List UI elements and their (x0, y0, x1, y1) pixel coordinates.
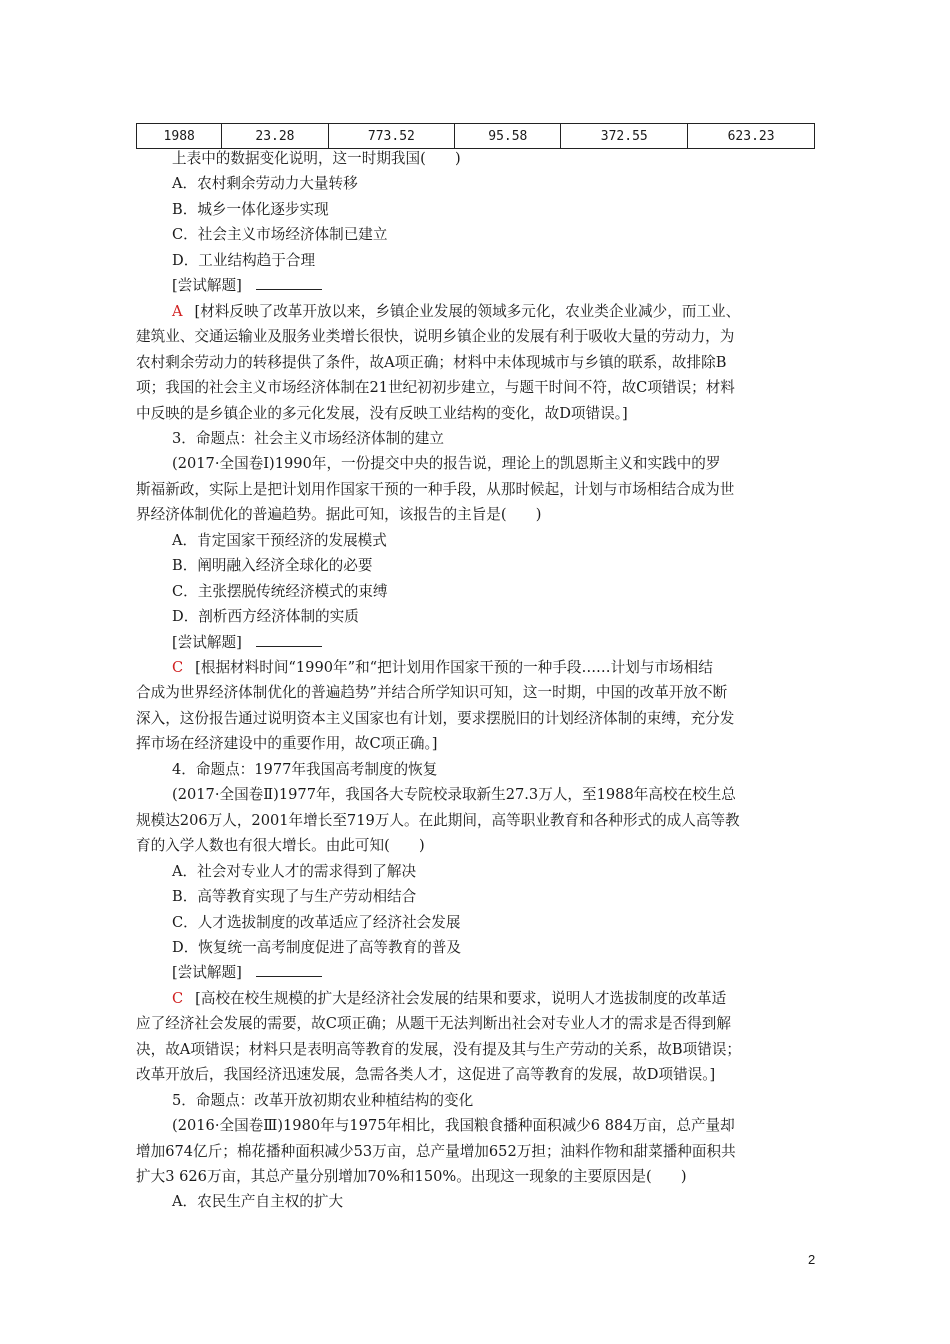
text-line (136, 502, 816, 528)
answer-line (172, 655, 816, 681)
table-cell: 773.52 (328, 124, 455, 149)
line-text: [尝试解题] (172, 633, 242, 651)
line-text: A．农民生产自主权的扩大 (172, 1193, 344, 1211)
line-text: 改革开放后，我国经济迅速发展，急需各类人才，这促进了高等教育的发展，故D项错误。] (136, 1066, 716, 1084)
text-line (136, 1164, 816, 1190)
text-line (172, 910, 816, 936)
text-line (172, 782, 816, 808)
line-text: 应了经济社会发展的需要，故C项正确；从题干无法判断出社会对专业人才的需求是否得到解 (136, 1015, 731, 1033)
table-row (137, 124, 815, 149)
text-line (172, 197, 816, 223)
text-line (172, 859, 816, 885)
text-line (136, 808, 816, 834)
line-text: 规模达206万人，2001年增长至719万人。在此期间，高等职业教育和各种形式的成人高等教 (136, 811, 740, 829)
line-text: 4．命题点：1977年我国高考制度的恢复 (172, 760, 438, 778)
answer-letter: C (172, 659, 184, 676)
text-line (172, 579, 816, 605)
line-text: 界经济体制优化的普遍趋势。据此可知，该报告的主旨是( ) (136, 506, 542, 524)
line-text: 上表中的数据变化说明，这一时期我国( ) (172, 150, 461, 167)
text-line (172, 1113, 816, 1139)
answer-line (172, 986, 816, 1012)
answer-letter: A (172, 302, 183, 320)
line-text: 5．命题点：改革开放初期农业种植结构的变化 (172, 1091, 474, 1109)
line-text: 中反映的是乡镇企业的多元化发展，没有反映工业结构的变化，故D项错误。] (136, 404, 628, 422)
line-text: A．肯定国家干预经济的发展模式 (172, 531, 387, 549)
line-text: (2016·全国卷Ⅲ)1980年与1975年相比，我国粮食播种面积减少6 884万亩，总产量却 (172, 1117, 735, 1135)
line-text: [尝试解题] (172, 964, 242, 982)
text-line (172, 248, 816, 274)
line-text: 3．命题点：社会主义市场经济体制的建立 (172, 429, 444, 447)
line-text: 建筑业、交通运输业及服务业类增长很快，说明乡镇企业的发展有利于吸收大量的劳动力，为 (136, 328, 735, 346)
try-solve-line (172, 273, 816, 299)
text-line (172, 146, 816, 172)
line-text: 挥市场在经济建设中的重要作用，故C项正确。] (136, 735, 438, 753)
table-cell: 623.23 (688, 124, 815, 149)
line-text: B．阐明融入经济全球化的必要 (172, 557, 373, 575)
text-line (172, 1088, 816, 1114)
text-line (136, 680, 816, 706)
line-text: [根据材料时间“1990年”和“把计划用作国家干预的一种手段……计划与市场相结 (195, 659, 713, 676)
line-text: D．剖析西方经济体制的实质 (172, 608, 359, 626)
text-line (136, 833, 816, 859)
line-text: 斯福新政，实际上是把计划用作国家干预的一种手段，从那时候起，计划与市场相结合成为世 (136, 480, 735, 498)
text-line (136, 324, 816, 350)
text-line (172, 757, 816, 783)
text-line (172, 935, 816, 961)
try-solve-line (172, 630, 816, 656)
line-text: C．社会主义市场经济体制已建立 (172, 226, 388, 244)
line-text: B．城乡一体化逐步实现 (172, 200, 329, 218)
line-text: A．社会对专业人才的需求得到了解决 (172, 862, 417, 880)
text-line (172, 553, 816, 579)
line-text: D．工业结构趋于合理 (172, 251, 316, 269)
line-text: [高校在校生规模的扩大是经济社会发展的结果和要求，说明人才选拔制度的改革适 (195, 989, 727, 1007)
line-text: 农村剩余劳动力的转移提供了条件，故A项正确；材料中未体现城市与乡镇的联系，故排除B (136, 353, 727, 371)
line-text: 决，故A项错误；材料只是表明高等教育的发展，没有提及其与生产劳动的关系，故B项错误； (136, 1040, 742, 1058)
text-line (172, 528, 816, 554)
table-cell: 23.28 (222, 124, 328, 149)
text-line (172, 171, 816, 197)
line-text: (2017·全国卷Ⅱ)1977年，我国各大专院校录取新生27.3万人，至1988年高校在校生总 (172, 786, 736, 804)
text-line (136, 731, 816, 757)
line-text: D．恢复统一高考制度促进了高等教育的普及 (172, 938, 461, 956)
text-line (136, 1011, 816, 1037)
text-line (172, 884, 816, 910)
text-line (172, 1189, 816, 1215)
text-line (136, 1139, 816, 1165)
line-text: (2017·全国卷Ⅰ)1990年，一份提交中央的报告说，理论上的凯恩斯主义和实践中的罗 (172, 455, 721, 473)
line-text: 增加674亿斤；棉花播种面积减少53万亩，总产量增加652万担；油料作物和甜菜播种面积共 (136, 1142, 736, 1160)
try-solve-line (172, 960, 816, 986)
line-text: 深入，这份报告通过说明资本主义国家也有计划，要求摆脱旧的计划经济体制的束缚，充分发 (136, 709, 735, 727)
answer-blank (256, 632, 322, 647)
line-text: C．人才选拔制度的改革适应了经济社会发展 (172, 913, 461, 931)
text-line (136, 401, 816, 427)
line-text: 扩大3 626万亩，其总产量分别增加70%和150%。出现这一现象的主要原因是( ) (136, 1168, 687, 1185)
table-cell: 95.58 (455, 124, 561, 149)
text-line (172, 426, 816, 452)
text-line (136, 350, 816, 376)
table-cell: 1988 (137, 124, 222, 149)
line-text: 育的入学人数也有很大增长。由此可知( ) (136, 837, 425, 855)
text-line (136, 706, 816, 732)
line-text: [材料反映了改革开放以来，乡镇企业发展的领域多元化，农业类企业减少，而工业、 (194, 302, 741, 320)
answer-letter: C (172, 989, 184, 1007)
line-text: C．主张摆脱传统经济模式的束缚 (172, 582, 388, 600)
line-text: 项；我国的社会主义市场经济体制在21世纪初初步建立，与题干时间不符，故C项错误；材料 (136, 379, 735, 397)
page-number: 2 (808, 1252, 816, 1267)
line-text: [尝试解题] (172, 277, 242, 295)
table-cell: 372.55 (561, 124, 688, 149)
line-text: B．高等教育实现了与生产劳动相结合 (172, 888, 417, 906)
line-text: A．农村剩余劳动力大量转移 (172, 175, 358, 193)
text-line (136, 1062, 816, 1088)
text-line (136, 375, 816, 401)
answer-blank (256, 962, 322, 977)
text-line (136, 477, 816, 503)
line-text: 合成为世界经济体制优化的普遍趋势”并结合所学知识可知，这一时期，中国的改革开放不断 (136, 684, 728, 702)
answer-blank (256, 275, 322, 290)
answer-line (172, 299, 816, 325)
text-line (136, 1037, 816, 1063)
text-line (172, 222, 816, 248)
text-line (172, 451, 816, 477)
text-line (172, 604, 816, 630)
